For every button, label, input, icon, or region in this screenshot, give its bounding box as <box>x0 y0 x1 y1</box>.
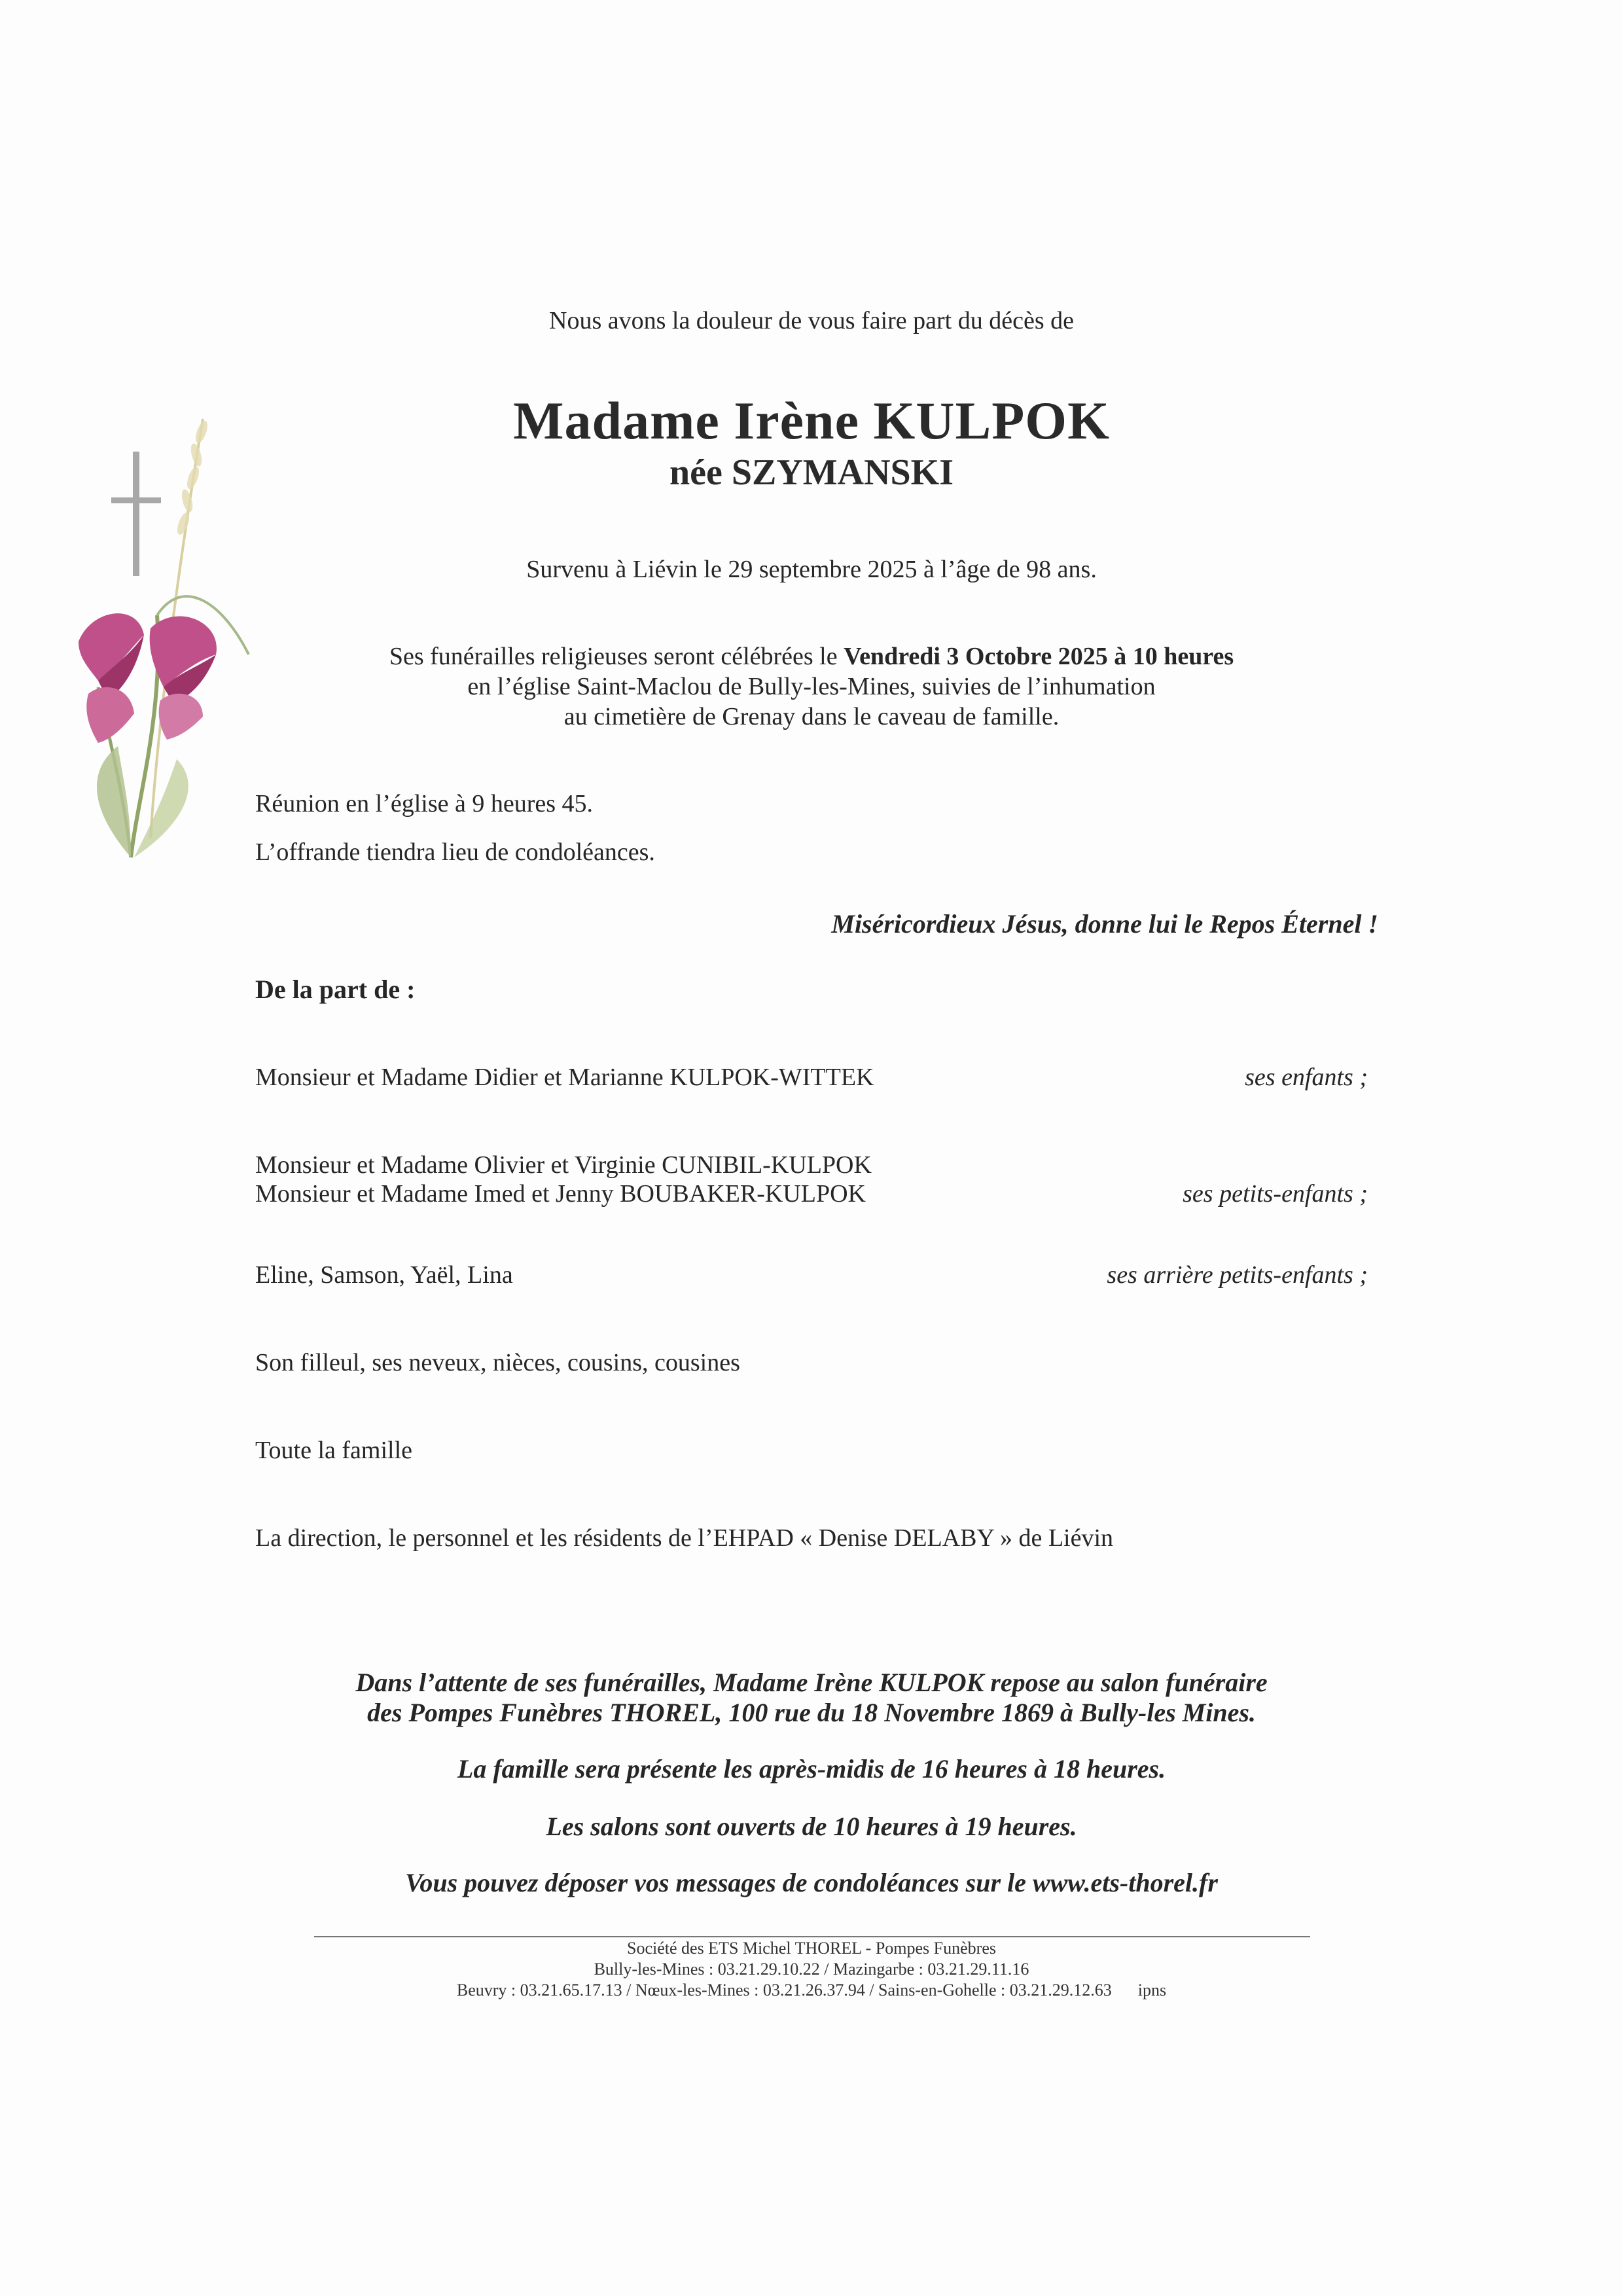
children-names: Monsieur et Madame Didier et Marianne KULPOK-WITTEK <box>255 1064 874 1091</box>
footer-phones-2-text: Beuvry : 03.21.65.17.13 / Nœux-les-Mines : 03.21.26.37.94 / Sains-en-Gohelle : 03.21.29.12.63 <box>456 1981 1112 2000</box>
meeting-info: Réunion en l’église à 9 heures 45. <box>255 790 594 817</box>
all-family: Toute la famille <box>255 1437 413 1464</box>
condolences-website-notice: Vous pouvez déposer vos messages de condoléances sur le www.ets-thorel.fr <box>405 1868 1218 1897</box>
death-notice: Survenu à Liévin le 29 septembre 2025 à l’âge de 98 ans. <box>526 556 1097 583</box>
intro-text: Nous avons la douleur de vous faire part du décès de <box>549 307 1074 334</box>
rest-notice-line-2: des Pompes Funèbres THOREL, 100 rue du 18 Novembre 1869 à Bully-les Mines. <box>367 1698 1256 1727</box>
children-relation: ses enfants ; <box>1245 1064 1368 1091</box>
godson-relatives: Son filleul, ses neveux, nièces, cousins, cousines <box>255 1349 740 1376</box>
funeral-line-2: en l’église Saint-Maclou de Bully-les-Mines, suivies de l’inhumation <box>467 673 1156 700</box>
maiden-name: née SZYMANSKI <box>669 452 954 493</box>
funeral-details <box>0 641 1623 732</box>
rest-notice <box>0 1668 1623 1728</box>
great-grandchildren-names: Eline, Samson, Yaël, Lina <box>255 1261 513 1289</box>
family-present-notice: La famille sera présente les après-midis de 16 heures à 18 heures. <box>457 1754 1166 1784</box>
grandchildren-names-2: Monsieur et Madame Imed et Jenny BOUBAKER-KULPOK <box>255 1180 866 1208</box>
footer-phones-1: Bully-les-Mines : 03.21.29.10.22 / Mazingarbe : 03.21.29.11.16 <box>594 1960 1029 1979</box>
grandchildren-names <box>255 1151 872 1208</box>
footer-phones-2 <box>0 1981 1623 2000</box>
rest-notice-line-1: Dans l’attente de ses funérailles, Madame Irène KULPOK repose au salon funéraire <box>355 1668 1268 1697</box>
deceased-name: Madame Irène KULPOK <box>513 391 1110 450</box>
grandchildren-names-1: Monsieur et Madame Olivier et Virginie CUNIBIL-KULPOK <box>255 1151 872 1179</box>
ipns-mark: ipns <box>1137 1981 1167 2000</box>
great-grandchildren-relation: ses arrière petits-enfants ; <box>1107 1261 1368 1289</box>
offering-info: L’offrande tiendra lieu de condoléances. <box>255 838 655 866</box>
footer-company: Société des ETS Michel THOREL - Pompes Funèbres <box>627 1939 996 1958</box>
from-label: De la part de : <box>255 975 416 1004</box>
family-row-grandchildren <box>255 1151 1368 1210</box>
funeral-line-1 <box>0 641 1623 672</box>
prayer-text: Miséricordieux Jésus, donne lui le Repos Éternel ! <box>831 909 1378 939</box>
funeral-line-3: au cimetière de Grenay dans le caveau de famille. <box>563 703 1060 730</box>
salons-hours-notice: Les salons sont ouverts de 10 heures à 19 heures. <box>546 1812 1077 1841</box>
funeral-date: Vendredi 3 Octobre 2025 à 10 heures <box>844 643 1234 670</box>
funeral-line-1-prefix: Ses funérailles religieuses seront célébrées le <box>389 643 844 670</box>
footer-divider <box>314 1936 1310 1937</box>
grandchildren-relation: ses petits-enfants ; <box>1183 1180 1368 1208</box>
ehpad-staff: La direction, le personnel et les résidents de l’EHPAD « Denise DELABY » de Liévin <box>255 1524 1114 1552</box>
